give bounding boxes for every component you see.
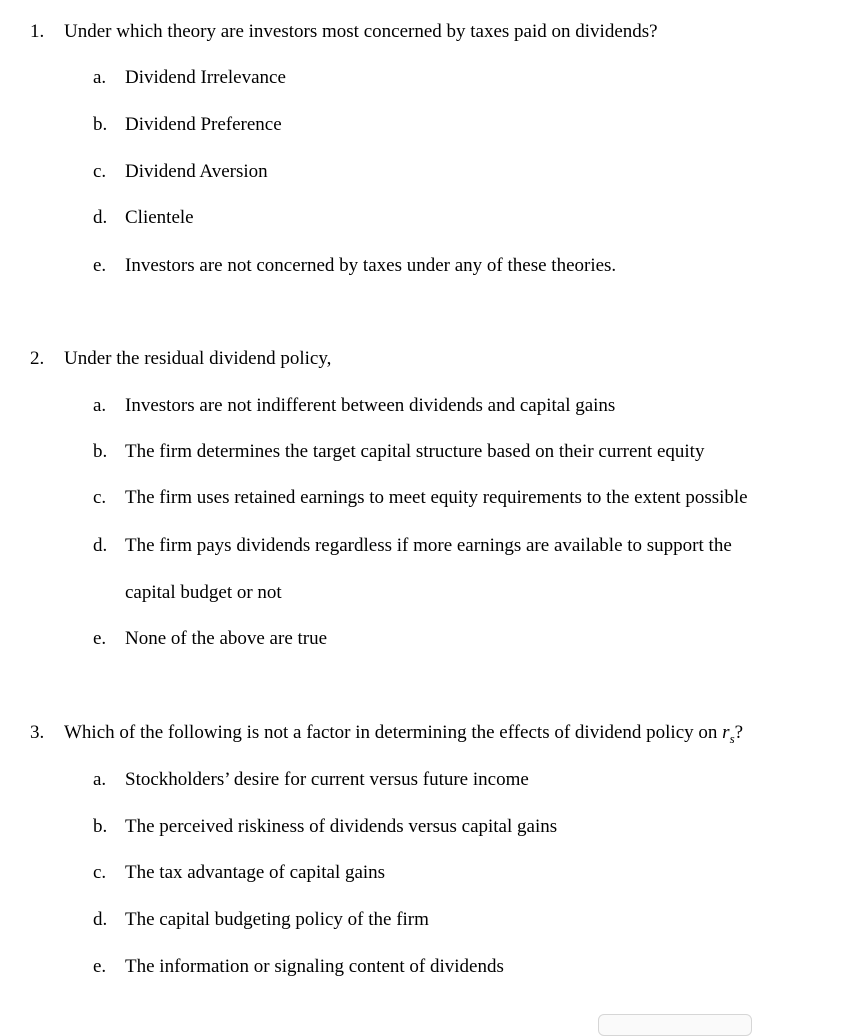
option-text: The information or signaling content of dividends (125, 956, 504, 977)
option-text: Dividend Preference (125, 114, 282, 135)
option-text: Dividend Aversion (125, 161, 268, 182)
question-number: 2. (30, 348, 45, 369)
option-letter: a. (93, 769, 107, 790)
option-letter: c. (93, 862, 107, 883)
option-letter: a. (93, 67, 107, 88)
variable-r: r (722, 722, 730, 743)
option-text: Investors are not indifferent between dividends and capital gains (125, 395, 616, 416)
option-text: Investors are not concerned by taxes under any of these theories. (125, 255, 617, 276)
option-text: The perceived riskiness of dividends versus capital gains (125, 816, 558, 837)
option-letter: c. (93, 487, 107, 508)
option-text: The firm pays dividends regardless if more earnings are available to support the (125, 535, 732, 556)
option-letter: d. (93, 909, 108, 930)
floating-tab[interactable] (598, 1014, 752, 1036)
option-letter: b. (93, 816, 108, 837)
question-text: Under which theory are investors most concerned by taxes paid on dividends? (64, 21, 658, 42)
option-letter: d. (93, 535, 108, 556)
variable-subscript: s (729, 730, 735, 746)
option-letter: b. (93, 441, 108, 462)
option-letter: e. (93, 255, 107, 276)
option-letter: a. (93, 395, 107, 416)
option-letter: e. (93, 628, 107, 649)
option-text: The capital budgeting policy of the firm (125, 909, 429, 930)
option-text: None of the above are true (125, 628, 328, 649)
option-letter: c. (93, 161, 107, 182)
option-text: The tax advantage of capital gains (125, 862, 386, 883)
question-text-main: Which of the following is not a factor in determining the effects of dividend policy on (64, 722, 723, 743)
question-text: Under the residual dividend policy, (64, 348, 332, 369)
question-number: 1. (30, 21, 45, 42)
option-text: The firm uses retained earnings to meet equity requirements to the extent possible (125, 487, 748, 508)
option-text: The firm determines the target capital structure based on their current equity (125, 441, 705, 462)
option-text: Stockholders’ desire for current versus future income (125, 769, 529, 790)
option-text: Clientele (125, 207, 194, 228)
option-text: Dividend Irrelevance (125, 67, 286, 88)
question-text (64, 721, 743, 751)
option-letter: e. (93, 956, 107, 977)
option-text-continuation: capital budget or not (125, 582, 282, 603)
option-letter: d. (93, 207, 108, 228)
question-number: 3. (30, 722, 45, 743)
option-letter: b. (93, 114, 108, 135)
question-mark: ? (734, 722, 744, 743)
